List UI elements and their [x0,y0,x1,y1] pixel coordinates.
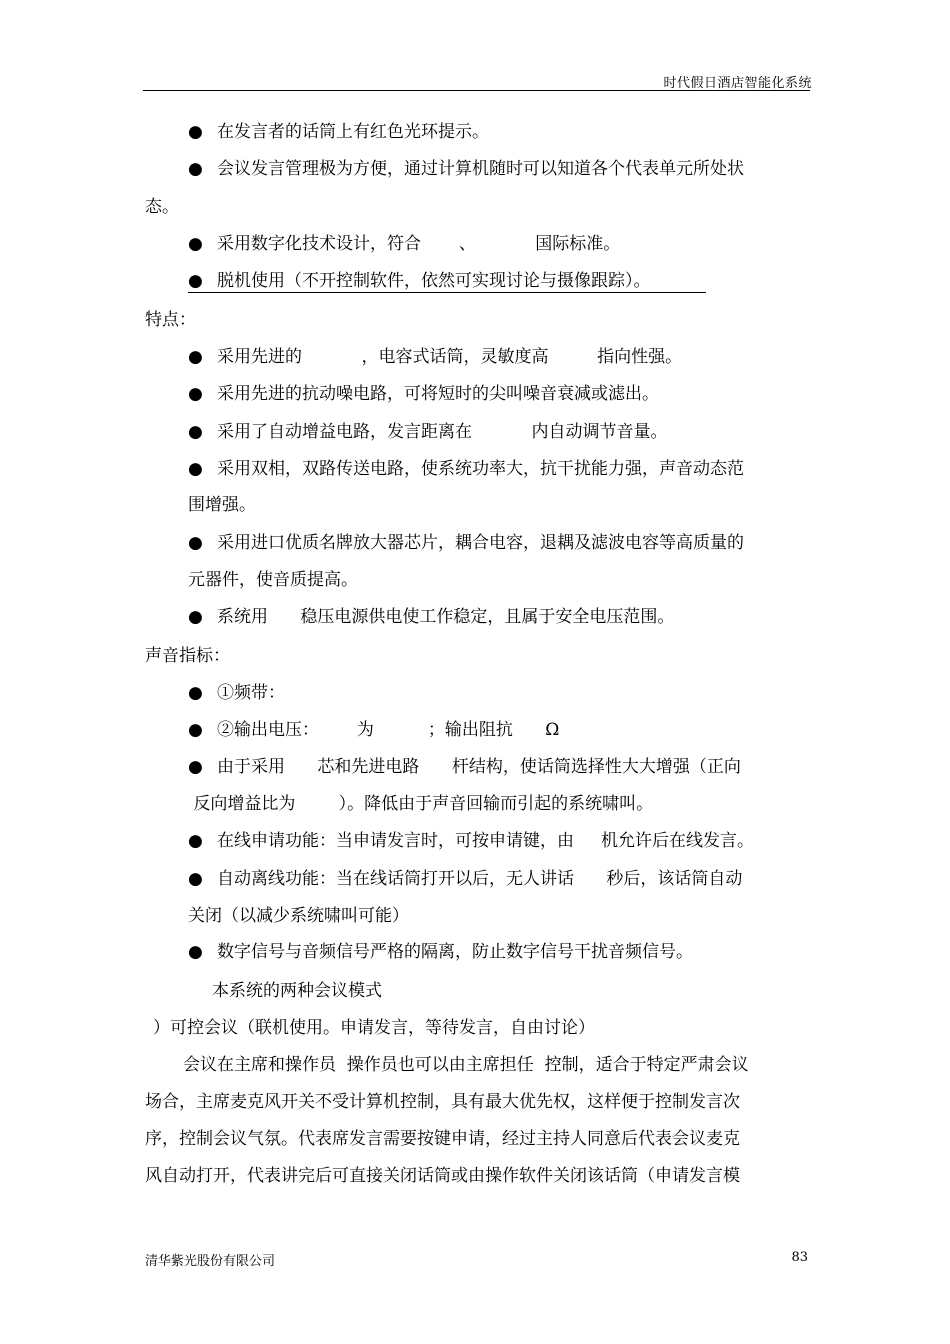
bullet-icon: ● [188,720,203,740]
text-line-14: 系统用 稳压电源供电使工作稳定，且属于安全电压范围。 [217,607,675,627]
text-line-5: 脱机使用（不开控制软件，依然可实现讨论与摄像跟踪）。 [217,271,651,291]
bullet-icon: ● [188,459,203,479]
text-line-9: 采用了自动增益电路，发言距离在 内自动调节音量。 [217,422,668,442]
text-line-19: 反向增益比为 ）。降低由于声音回输而引起的系统啸叫。 [188,794,654,814]
paragraph-line-4: 风自动打开，代表讲完后可直接关闭话筒或由操作软件关闭该话筒（申请发言模 [145,1166,740,1186]
bullet-icon: ● [188,757,203,777]
text-line-11: 围增强。 [188,495,256,515]
text-line-1: 在发言者的话筒上有红色光环提示。 [217,122,489,142]
bullet-icon: ● [188,347,203,367]
section-heading-features: 特点： [145,310,196,330]
text-line-16: ①频带： [217,683,285,703]
bullet-icon: ● [188,942,203,962]
bullet-icon: ● [188,607,203,627]
bullet-icon: ● [188,533,203,553]
paragraph-line-3: 序，控制会议气氛。代表席发言需要按键申请，经过主持人同意后代表会议麦克 [145,1129,740,1149]
bullet-icon: ● [188,422,203,442]
bullet-icon: ● [188,831,203,851]
text-line-3: 态。 [145,197,179,217]
footer-company: 清华紫光股份有限公司 [145,1254,276,1269]
text-line-13: 元器件，使音质提高。 [188,570,358,590]
text-line-20: 在线申请功能：当申请发言时，可按申请键，由 机允许后在线发言。 [217,831,755,851]
bullet-icon: ● [188,869,203,889]
text-line-21: 自动离线功能：当在线话筒打开以后，无人讲话 秒后，该话筒自动 [217,869,743,889]
text-line-18: 由于采用 芯和先进电路 杆结构，使话筒选择性大大增强（正向 [217,757,741,777]
section-heading-sound-specs: 声音指标： [145,646,230,666]
header-title: 时代假日酒店智能化系统 [663,76,812,91]
subheading-controlled-meeting: ）可控会议（联机使用。申请发言，等待发言，自由讨论） [153,1018,595,1038]
text-line-22: 关闭（以减少系统啸叫可能） [188,906,409,926]
paragraph-line-2: 场合，主席麦克风开关不受计算机控制，具有最大优先权，这样便于控制发言次 [145,1092,740,1112]
text-line-23: 数字信号与音频信号严格的隔离，防止数字信号干扰音频信号。 [217,942,693,962]
text-line-10: 采用双相，双路传送电路，使系统功率大，抗干扰能力强，声音动态范 [217,459,744,479]
bullet-icon: ● [188,234,203,254]
bullet-icon: ● [188,683,203,703]
text-line-12: 采用进口优质名牌放大器芯片，耦合电容，退耦及滤波电容等高质量的 [217,533,744,553]
text-line-2: 会议发言管理极为方便，通过计算机随时可以知道各个代表单元所处状 [217,159,744,179]
text-line-8: 采用先进的抗动噪电路，可将短时的尖叫噪音衰减或滤出。 [217,384,659,404]
text-line-4: 采用数字化技术设计，符合 、 国际标准。 [217,234,621,254]
header-rule [143,90,810,91]
paragraph-line-1: 会议在主席和操作员 操作员也可以由主席担任 控制，适合于特定严肃会议 [183,1055,749,1075]
footer-page-number: 83 [791,1250,808,1265]
text-line-7: 采用先进的 ，电容式话筒，灵敏度高 指向性强。 [217,347,683,367]
bullet-icon: ● [188,384,203,404]
bullet-icon: ● [188,122,203,142]
section-heading-meeting-modes: 本系统的两种会议模式 [212,981,382,1001]
bullet-icon: ● [188,159,203,179]
bullet-icon: ● [188,271,203,291]
underline-rule [188,292,706,293]
text-line-17: ②输出电压： 为 ；输出阻抗 Ω [217,720,560,740]
